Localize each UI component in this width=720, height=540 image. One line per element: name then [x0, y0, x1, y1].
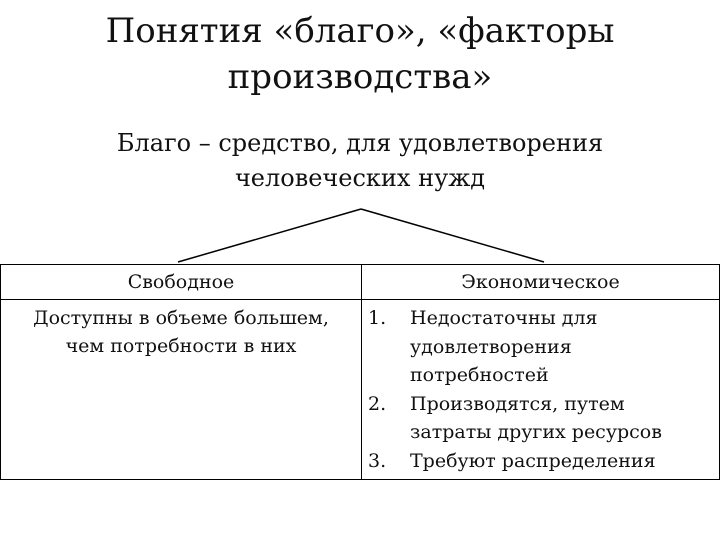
connector-to-economic [361, 209, 544, 262]
table-body-row [1, 300, 720, 480]
economic-goods-header: Экономическое [362, 265, 720, 300]
list-item-number: 1. [368, 307, 387, 329]
definition-line-2: человеческих нужд [234, 164, 486, 192]
list-item-number: 3. [368, 449, 387, 472]
list-item-number: 2. [368, 392, 387, 415]
definition-text [0, 126, 720, 196]
free-goods-description [1, 300, 362, 480]
list-item: 1. Недостаточны для удовлетворения потребностей [362, 304, 719, 390]
title-line-2: производства» [227, 57, 493, 97]
title-line-1: Понятия «благо», «факторы [105, 11, 615, 51]
free-goods-header: Свободное [1, 265, 362, 300]
free-desc-line-1: Доступны в объеме большем, [33, 307, 329, 329]
definition-line-1: Благо – средство, для удовлетворения [116, 129, 604, 157]
list-item: 3. Требуют распределения [362, 447, 719, 476]
table-header-row [1, 265, 720, 300]
economic-goods-description [362, 300, 720, 480]
economic-goods-list [362, 300, 719, 475]
goods-table [0, 264, 720, 480]
slide-title [0, 8, 720, 100]
list-item: 2. Производятся, путем затраты других ресурсов [362, 390, 719, 447]
connector-to-free [178, 209, 361, 262]
free-desc-line-2: чем потребности в них [65, 335, 297, 357]
